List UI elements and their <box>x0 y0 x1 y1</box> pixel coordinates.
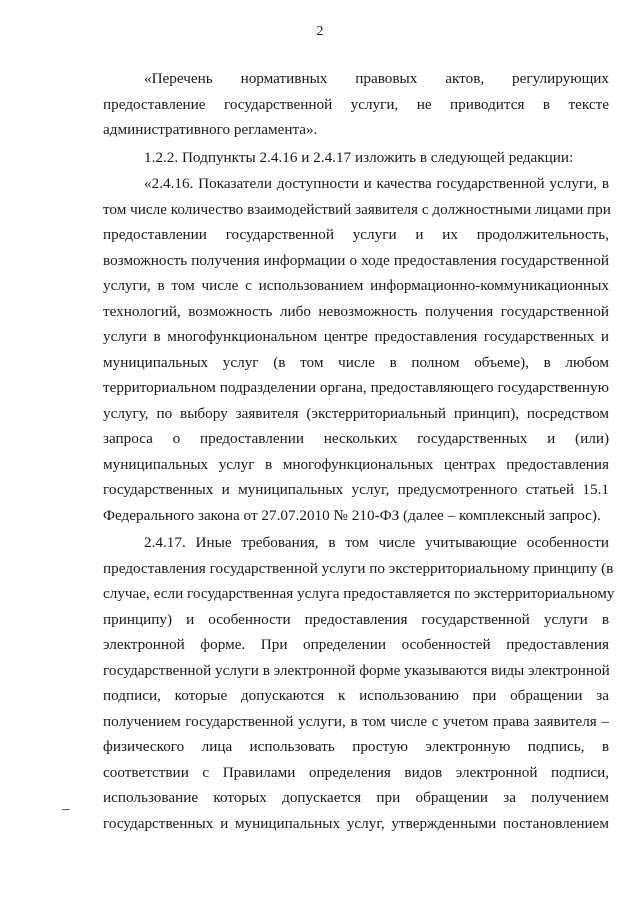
text-line: государственной услуги в электронной форме указываются виды электронной <box>103 661 610 679</box>
text-line: подписи, которые допускаются к использованию при обращении за <box>103 687 609 704</box>
text-line: получением государственной услуги, в том числе с учетом права заявителя – <box>103 712 609 730</box>
text-line: предоставление государственной услуги, не приводится в тексте <box>103 95 609 113</box>
paragraph-2-4-17 <box>103 530 615 836</box>
text-line: технологий, возможность либо невозможность получения государственной <box>103 302 609 320</box>
text-line: предоставлении государственной услуги и их продолжительность, <box>103 226 609 243</box>
text-line: муниципальных услуг (в том числе в полном объеме), в любом <box>103 353 609 371</box>
text-line: возможность получения информации о ходе предоставления государственной <box>103 251 609 269</box>
text-line: муниципальных услуг в многофункциональных центрах предоставления <box>103 455 609 473</box>
text-line: услугу, по выбору заявителя (экстерриториальный принцип), посредством <box>103 404 609 422</box>
text-line: государственных и муниципальных услуг, предусмотренного статьей 15.1 <box>103 481 609 498</box>
text-line: использование которых допускается при обращении за получением <box>103 789 609 806</box>
text-line: государственных и муниципальных услуг, утвержденными постановлением <box>103 814 609 832</box>
text-line: 1.2.2. Подпункты 2.4.16 и 2.4.17 изложить в следующей редакции: <box>144 149 574 166</box>
text-line: 2.4.17. Иные требования, в том числе учитывающие особенности <box>144 534 609 551</box>
paragraph-2-4-16 <box>103 171 609 528</box>
text-line: электронной форме. При определении особенностей предоставления <box>103 636 609 653</box>
text-line: физического лица использовать простую электронную подпись, в <box>103 738 609 755</box>
text-line: соответствии с Правилами определения видов электронной подписи, <box>103 763 609 781</box>
text-line: случае, если государственная услуга предоставляется по экстерриториальному <box>103 585 615 602</box>
text-line: услуги в многофункциональном центре предоставления государственных и <box>103 328 609 345</box>
paragraph-1-2-2 <box>103 145 609 171</box>
text-line: услуги, в том числе с использованием информационно-коммуникационных <box>103 277 609 294</box>
page-number: 2 <box>316 24 324 39</box>
text-line: «Перечень нормативных правовых актов, регулирующих <box>144 70 609 87</box>
text-line: территориальном подразделении органа, предоставляющего государственную <box>103 379 609 396</box>
text-line: «2.4.16. Показатели доступности и качества государственной услуги, в <box>144 175 609 192</box>
text-line: том числе количество взаимодействий заявителя с должностными лицами при <box>103 200 611 218</box>
text-line: административного регламента». <box>103 121 318 138</box>
text-line: запроса о предоставлении нескольких государственных и (или) <box>103 430 609 447</box>
text-line: принципу) и особенности предоставления государственной услуги в <box>103 610 609 628</box>
text-line: Федерального закона от 27.07.2010 № 210-ФЗ (далее – комплексный запрос). <box>103 506 601 524</box>
paragraph-list-of-acts <box>103 66 609 143</box>
margin-dash-mark <box>62 809 70 810</box>
text-line: предоставления государственной услуги по экстерриториальному принципу (в <box>103 559 614 577</box>
